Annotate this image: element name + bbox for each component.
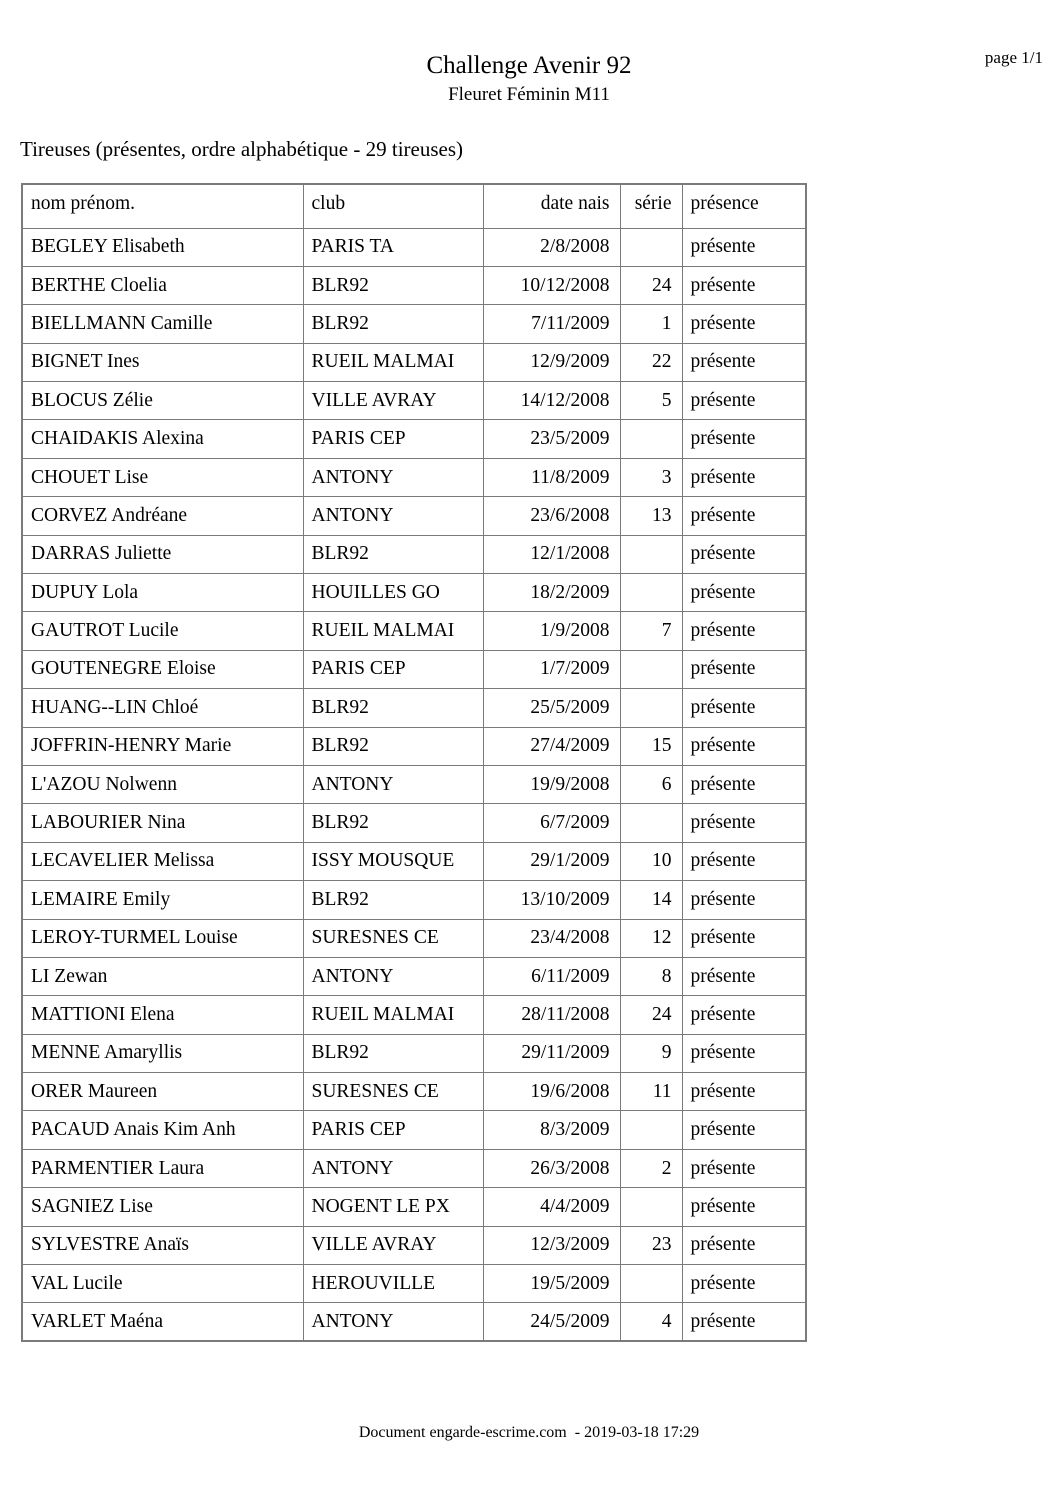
cell-club: ISSY MOUSQUE (303, 842, 483, 880)
table-row (22, 650, 806, 688)
cell-presence: présente (682, 458, 806, 496)
fencers-table (21, 183, 807, 1342)
cell-birthdate: 27/4/2009 (483, 727, 620, 765)
cell-club: SURESNES CE (303, 1073, 483, 1111)
cell-presence: présente (682, 727, 806, 765)
cell-serie: 22 (620, 343, 682, 381)
cell-name: L'AZOU Nolwenn (22, 765, 303, 803)
cell-name: LEROY-TURMEL Louise (22, 919, 303, 957)
cell-serie (620, 1265, 682, 1303)
cell-birthdate: 12/3/2009 (483, 1226, 620, 1264)
page-subtitle: Fleuret Féminin M11 (448, 84, 610, 105)
table-row (22, 1034, 806, 1072)
cell-birthdate: 12/1/2008 (483, 535, 620, 573)
cell-club: HOUILLES GO (303, 574, 483, 612)
cell-name: BEGLEY Elisabeth (22, 228, 303, 266)
cell-name: MENNE Amaryllis (22, 1034, 303, 1072)
cell-presence: présente (682, 842, 806, 880)
cell-club: ANTONY (303, 1149, 483, 1187)
cell-presence: présente (682, 535, 806, 573)
cell-name: BIGNET Ines (22, 343, 303, 381)
cell-presence: présente (682, 343, 806, 381)
cell-name: LEMAIRE Emily (22, 881, 303, 919)
cell-serie: 24 (620, 266, 682, 304)
table-row (22, 1111, 806, 1149)
cell-name: VARLET Maéna (22, 1303, 303, 1341)
cell-serie: 8 (620, 957, 682, 995)
table-row (22, 1073, 806, 1111)
column-header-birthdate: date nais (483, 184, 620, 228)
table-row (22, 420, 806, 458)
cell-birthdate: 11/8/2009 (483, 458, 620, 496)
cell-club: BLR92 (303, 804, 483, 842)
cell-birthdate: 19/6/2008 (483, 1073, 620, 1111)
cell-club: BLR92 (303, 689, 483, 727)
cell-presence: présente (682, 919, 806, 957)
cell-serie: 5 (620, 382, 682, 420)
cell-presence: présente (682, 266, 806, 304)
table-row (22, 842, 806, 880)
cell-presence: présente (682, 228, 806, 266)
cell-club: BLR92 (303, 1034, 483, 1072)
cell-serie: 15 (620, 727, 682, 765)
cell-serie: 13 (620, 497, 682, 535)
cell-presence: présente (682, 1111, 806, 1149)
cell-serie (620, 420, 682, 458)
table-row (22, 765, 806, 803)
cell-serie (620, 1188, 682, 1226)
cell-name: CHAIDAKIS Alexina (22, 420, 303, 458)
cell-birthdate: 28/11/2008 (483, 996, 620, 1034)
cell-presence: présente (682, 420, 806, 458)
cell-club: SURESNES CE (303, 919, 483, 957)
table-row (22, 996, 806, 1034)
table-row (22, 1188, 806, 1226)
cell-club: PARIS CEP (303, 1111, 483, 1149)
header-row (22, 184, 806, 228)
table-header (22, 184, 806, 228)
cell-serie: 2 (620, 1149, 682, 1187)
table-row (22, 458, 806, 496)
cell-club: ANTONY (303, 765, 483, 803)
cell-presence: présente (682, 574, 806, 612)
cell-club: VILLE AVRAY (303, 1226, 483, 1264)
cell-presence: présente (682, 1303, 806, 1341)
table-row (22, 574, 806, 612)
cell-name: GOUTENEGRE Eloise (22, 650, 303, 688)
cell-presence: présente (682, 1034, 806, 1072)
cell-birthdate: 12/9/2009 (483, 343, 620, 381)
cell-presence: présente (682, 804, 806, 842)
cell-name: DARRAS Juliette (22, 535, 303, 573)
cell-birthdate: 23/4/2008 (483, 919, 620, 957)
cell-club: BLR92 (303, 727, 483, 765)
cell-name: PARMENTIER Laura (22, 1149, 303, 1187)
cell-birthdate: 19/9/2008 (483, 765, 620, 803)
cell-club: BLR92 (303, 535, 483, 573)
cell-club: VILLE AVRAY (303, 382, 483, 420)
cell-serie: 9 (620, 1034, 682, 1072)
column-header-serie: série (620, 184, 682, 228)
cell-name: SAGNIEZ Lise (22, 1188, 303, 1226)
cell-club: PARIS CEP (303, 650, 483, 688)
table-row (22, 689, 806, 727)
table-row (22, 1149, 806, 1187)
column-header-club: club (303, 184, 483, 228)
cell-presence: présente (682, 1265, 806, 1303)
cell-serie (620, 228, 682, 266)
cell-presence: présente (682, 957, 806, 995)
cell-club: PARIS CEP (303, 420, 483, 458)
column-header-name: nom prénom. (22, 184, 303, 228)
cell-birthdate: 6/11/2009 (483, 957, 620, 995)
cell-name: LI Zewan (22, 957, 303, 995)
cell-birthdate: 4/4/2009 (483, 1188, 620, 1226)
cell-name: BERTHE Cloelia (22, 266, 303, 304)
cell-name: GAUTROT Lucile (22, 612, 303, 650)
table-row (22, 957, 806, 995)
cell-birthdate: 26/3/2008 (483, 1149, 620, 1187)
table-row (22, 497, 806, 535)
cell-presence: présente (682, 881, 806, 919)
section-title: Tireuses (présentes, ordre alphabétique - 29 tireuses) (20, 137, 464, 161)
cell-club: ANTONY (303, 1303, 483, 1341)
cell-birthdate: 19/5/2009 (483, 1265, 620, 1303)
cell-serie: 7 (620, 612, 682, 650)
cell-presence: présente (682, 497, 806, 535)
cell-presence: présente (682, 1149, 806, 1187)
column-header-presence: présence (682, 184, 806, 228)
cell-club: PARIS TA (303, 228, 483, 266)
cell-serie (620, 689, 682, 727)
cell-birthdate: 24/5/2009 (483, 1303, 620, 1341)
cell-name: JOFFRIN-HENRY Marie (22, 727, 303, 765)
cell-birthdate: 2/8/2008 (483, 228, 620, 266)
cell-serie: 10 (620, 842, 682, 880)
cell-birthdate: 7/11/2009 (483, 305, 620, 343)
cell-name: HUANG--LIN Chloé (22, 689, 303, 727)
cell-club: BLR92 (303, 305, 483, 343)
cell-presence: présente (682, 689, 806, 727)
cell-serie: 12 (620, 919, 682, 957)
table-row (22, 535, 806, 573)
table-row (22, 305, 806, 343)
cell-birthdate: 18/2/2009 (483, 574, 620, 612)
cell-presence: présente (682, 305, 806, 343)
cell-club: ANTONY (303, 497, 483, 535)
cell-birthdate: 29/1/2009 (483, 842, 620, 880)
table-row (22, 1303, 806, 1341)
cell-serie: 11 (620, 1073, 682, 1111)
cell-presence: présente (682, 612, 806, 650)
cell-serie: 1 (620, 305, 682, 343)
table-row (22, 343, 806, 381)
cell-serie: 14 (620, 881, 682, 919)
page-title: Challenge Avenir 92 (426, 52, 632, 79)
table-row (22, 1226, 806, 1264)
cell-birthdate: 8/3/2009 (483, 1111, 620, 1149)
cell-serie (620, 1111, 682, 1149)
cell-club: BLR92 (303, 881, 483, 919)
cell-name: CHOUET Lise (22, 458, 303, 496)
cell-name: LABOURIER Nina (22, 804, 303, 842)
cell-birthdate: 23/6/2008 (483, 497, 620, 535)
table-row (22, 382, 806, 420)
cell-club: ANTONY (303, 957, 483, 995)
table-row (22, 612, 806, 650)
cell-serie (620, 535, 682, 573)
cell-club: HEROUVILLE (303, 1265, 483, 1303)
cell-serie: 24 (620, 996, 682, 1034)
cell-birthdate: 1/9/2008 (483, 612, 620, 650)
page-indicator: page 1/1 (984, 48, 1043, 67)
cell-serie (620, 804, 682, 842)
cell-club: RUEIL MALMAI (303, 612, 483, 650)
cell-name: ORER Maureen (22, 1073, 303, 1111)
cell-name: CORVEZ Andréane (22, 497, 303, 535)
cell-name: MATTIONI Elena (22, 996, 303, 1034)
cell-serie (620, 650, 682, 688)
cell-club: ANTONY (303, 458, 483, 496)
cell-presence: présente (682, 1073, 806, 1111)
table-row (22, 1265, 806, 1303)
cell-presence: présente (682, 765, 806, 803)
table-row (22, 804, 806, 842)
cell-name: PACAUD Anais Kim Anh (22, 1111, 303, 1149)
cell-name: VAL Lucile (22, 1265, 303, 1303)
cell-birthdate: 10/12/2008 (483, 266, 620, 304)
cell-birthdate: 23/5/2009 (483, 420, 620, 458)
cell-club: NOGENT LE PX (303, 1188, 483, 1226)
cell-name: SYLVESTRE Anaïs (22, 1226, 303, 1264)
cell-birthdate: 1/7/2009 (483, 650, 620, 688)
cell-club: RUEIL MALMAI (303, 343, 483, 381)
table-row (22, 919, 806, 957)
document-footer: Document engarde-escrime.com - 2019-03-18 17:29 (358, 1424, 700, 1441)
cell-birthdate: 6/7/2009 (483, 804, 620, 842)
cell-club: RUEIL MALMAI (303, 996, 483, 1034)
table-row (22, 228, 806, 266)
cell-birthdate: 29/11/2009 (483, 1034, 620, 1072)
cell-name: LECAVELIER Melissa (22, 842, 303, 880)
table-row (22, 881, 806, 919)
table-row (22, 727, 806, 765)
cell-name: DUPUY Lola (22, 574, 303, 612)
cell-presence: présente (682, 1226, 806, 1264)
cell-serie (620, 574, 682, 612)
cell-birthdate: 25/5/2009 (483, 689, 620, 727)
cell-presence: présente (682, 1188, 806, 1226)
cell-birthdate: 13/10/2009 (483, 881, 620, 919)
cell-birthdate: 14/12/2008 (483, 382, 620, 420)
cell-presence: présente (682, 996, 806, 1034)
table-body (22, 228, 806, 1341)
cell-serie: 6 (620, 765, 682, 803)
cell-club: BLR92 (303, 266, 483, 304)
cell-name: BLOCUS Zélie (22, 382, 303, 420)
cell-serie: 3 (620, 458, 682, 496)
cell-serie: 4 (620, 1303, 682, 1341)
table-row (22, 266, 806, 304)
cell-serie: 23 (620, 1226, 682, 1264)
cell-name: BIELLMANN Camille (22, 305, 303, 343)
cell-presence: présente (682, 650, 806, 688)
cell-presence: présente (682, 382, 806, 420)
